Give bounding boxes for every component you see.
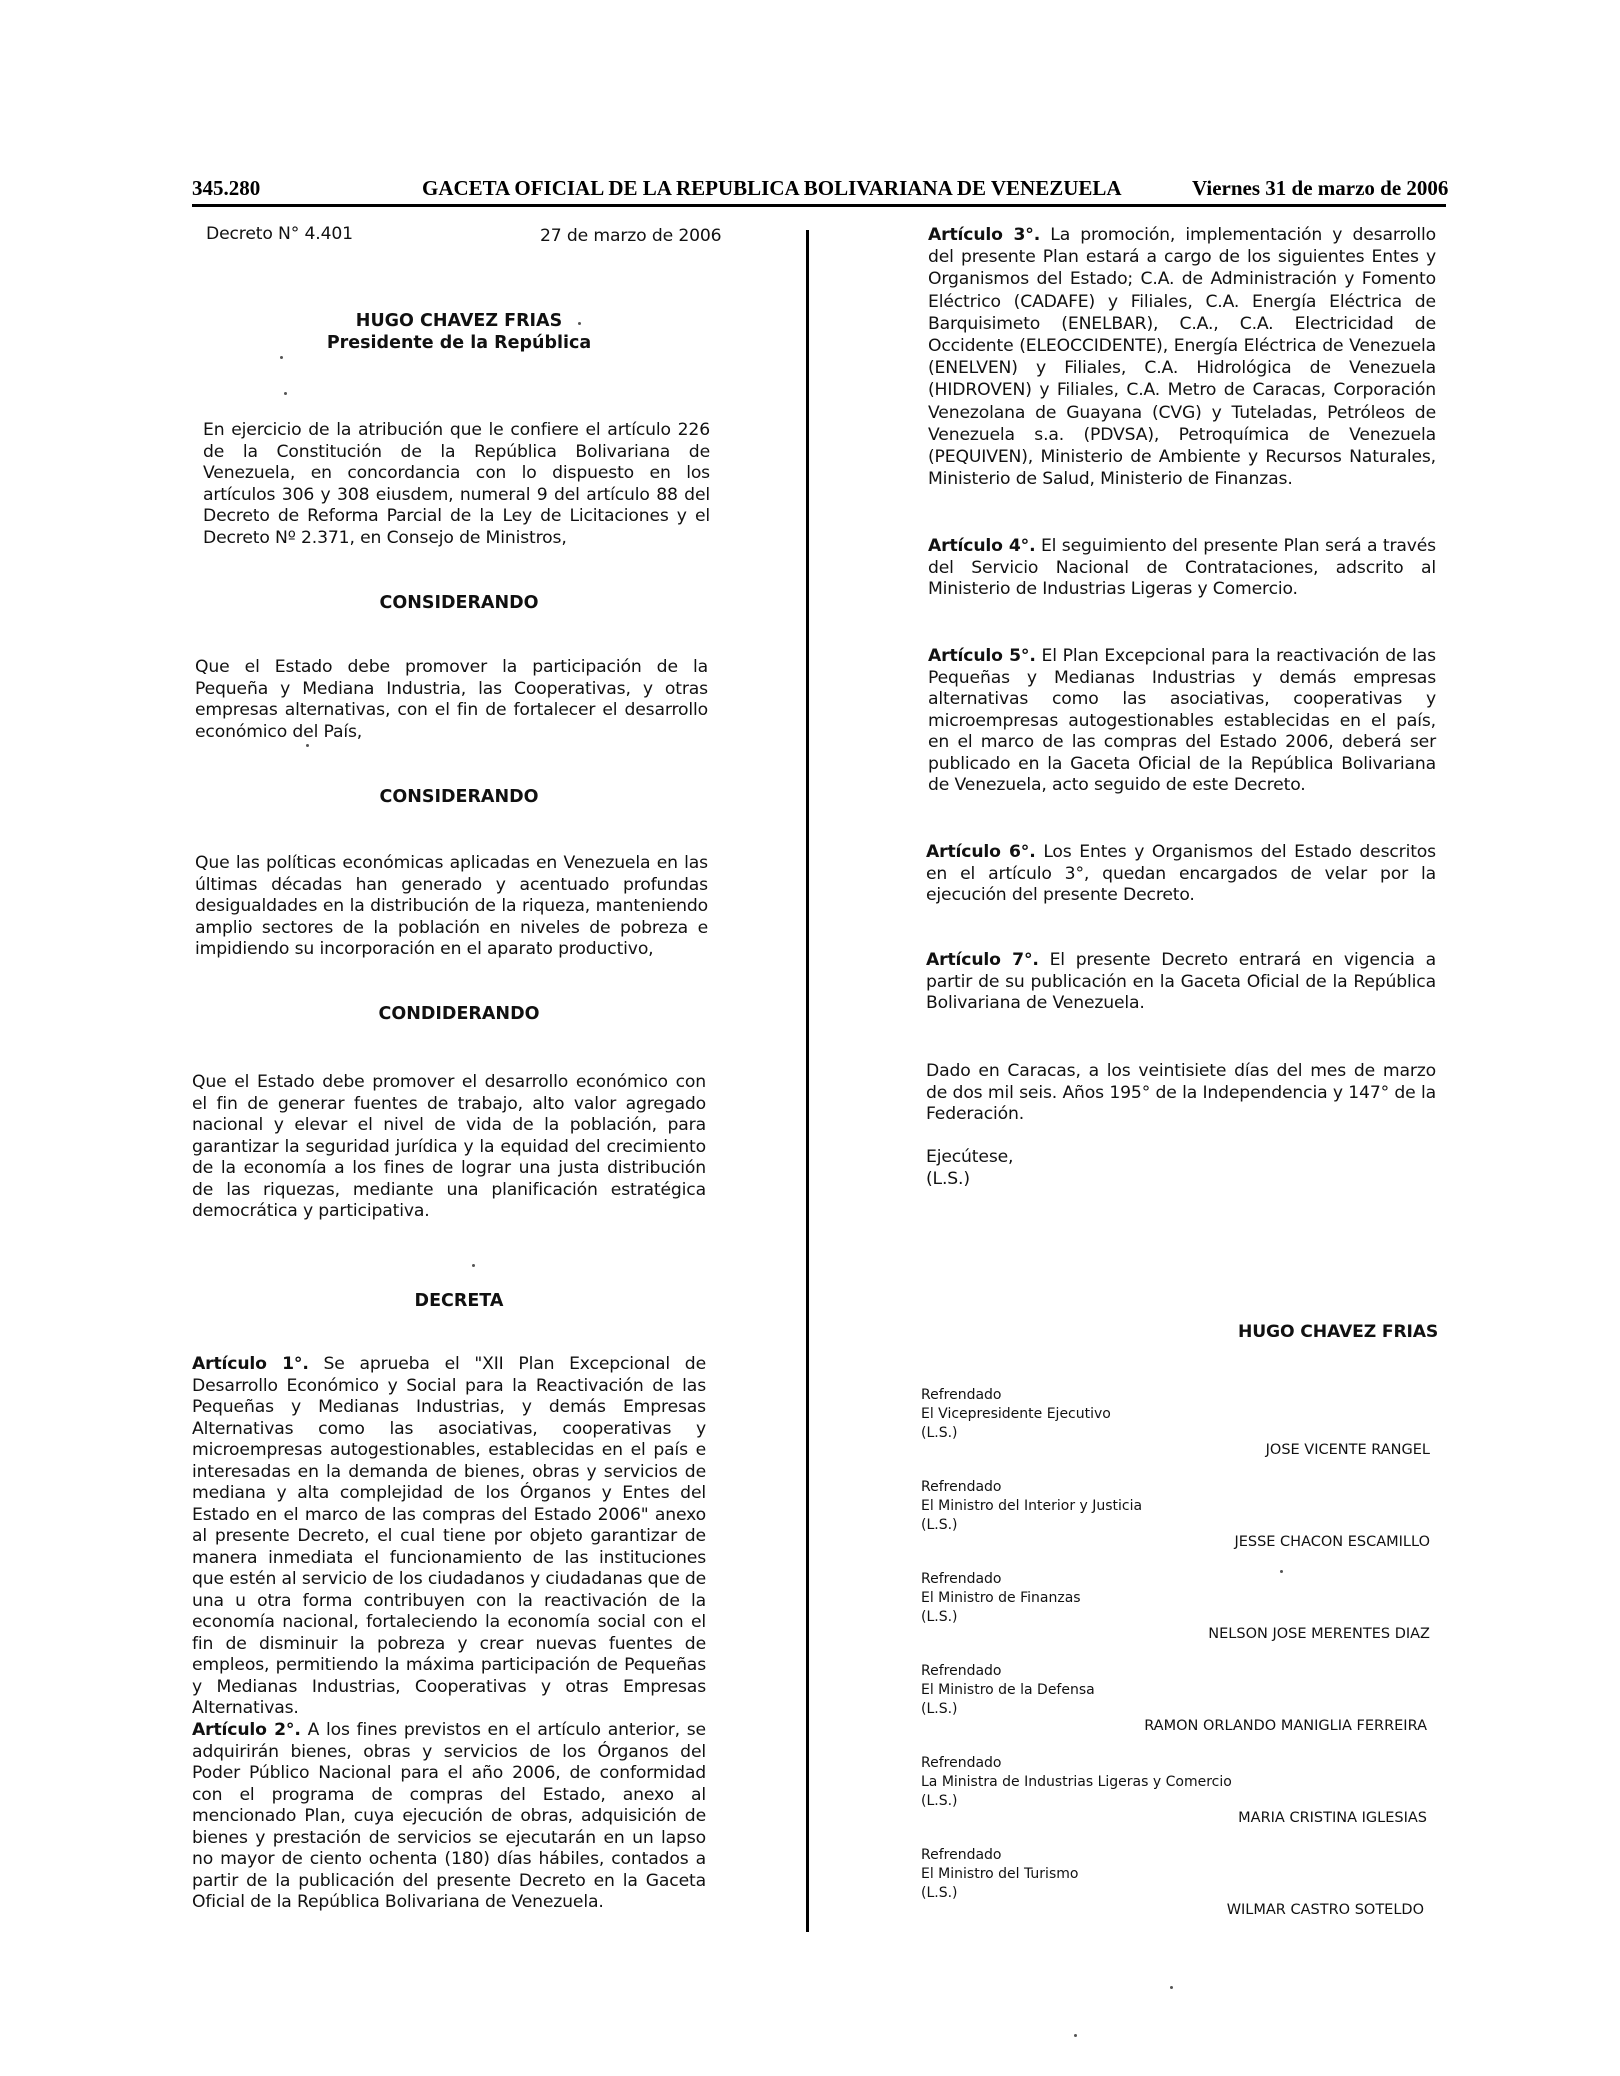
article-4-label: Artículo 4°. xyxy=(928,536,1036,556)
refrendo-name: JOSE VICENTE RANGEL xyxy=(1265,1442,1430,1458)
refrendo-role: El Ministro de la Defensa xyxy=(921,1682,1095,1698)
refrendo-ls: (L.S.) xyxy=(921,1609,958,1625)
article-2-text: A los fines previstos en el artículo anterior, se adquirirán bienes, obras y servicios de los Órganos del Poder Público Nacional para el año 2006, de conformidad con el programa de compras del Estado, anexo al mencionado Plan, cuya ejecución de obras, adquisición de bienes y prestación de servicios se ejecutarán en un lapso no mayor de ciento ochenta (180) días hábiles, contados a partir de la publicación del presente Decreto en la Gaceta Oficial de la República Bolivariana de Venezuela. xyxy=(192,1720,706,1912)
decree-date: 27 de marzo de 2006 xyxy=(540,226,722,246)
article-1-text: Se aprueba el "XII Plan Excepcional de Desarrollo Económico y Social para la Reactivación de las Pequeñas y Medianas Industrias, y demás Empresas Alternativas como las asociativas, cooperativas y microempresas autogestionables, establecidas en el país e interesadas en la demanda de bienes, obras y servicios de mediana y alta complejidad de los Órganos y Entes del Estado en el marco de las compras del Estado 2006" anexo al presente Decreto, el cual tiene por objeto garantizar de manera inmediata el funcionamiento de las instituciones que estén al servicio de los ciudadanos y ciudadanas que de una u otra forma contribuyen con la reactivación de la economía nacional, fortaleciendo la economía social con el fin de disminuir la pobreza y crear nuevas fuentes de empleos, permitiendo la máxima participación de Pequeñas y Medianas Industrias, Cooperativas y otras Empresas Alternativas. xyxy=(192,1354,707,1718)
article-6-label: Artículo 6°. xyxy=(926,842,1036,862)
considerando-2-text: Que las políticas económicas aplicadas en Venezuela en las últimas décadas han generado y acentuado profundas desigualdades en la distribución de la riqueza, manteniendo amplio sectores de la población en niveles de pobreza e impidiendo su incorporación en el aparato productivo, xyxy=(195,853,708,959)
issue-date: Viernes 31 de marzo de 2006 xyxy=(1192,176,1449,200)
refrendo-role: El Ministro del Turismo xyxy=(921,1866,1079,1882)
publication-title: GACETA OFICIAL DE LA REPUBLICA BOLIVARIANA DE VENEZUELA xyxy=(422,176,1122,200)
refrendo-label: Refrendado xyxy=(921,1755,1002,1771)
article-7-text: El presente Decreto entrará en vigencia a partir de su publicación en la Gaceta Oficial de la República Bolivariana de Venezuela. xyxy=(926,950,1436,1013)
article-4-text: El seguimiento del presente Plan será a través del Servicio Nacional de Contrataciones, adscrito al Ministerio de Industrias Ligeras y Comercio. xyxy=(928,536,1436,599)
refrendo-role: La Ministra de Industrias Ligeras y Comercio xyxy=(921,1774,1232,1790)
refrendo-ls: (L.S.) xyxy=(921,1425,958,1441)
header-rule xyxy=(192,204,1446,207)
article-4 xyxy=(928,536,1436,601)
article-6 xyxy=(926,842,1436,907)
refrendo-name: JESSE CHACON ESCAMILLO xyxy=(1234,1534,1430,1550)
refrendo-role: El Ministro de Finanzas xyxy=(921,1590,1081,1606)
refrendo-name: WILMAR CASTRO SOTELDO xyxy=(1226,1902,1424,1918)
scan-speck xyxy=(578,322,581,325)
scan-speck xyxy=(1074,2034,1077,2037)
refrendo-label: Refrendado xyxy=(921,1479,1002,1495)
article-7 xyxy=(926,950,1436,1015)
president-title: Presidente de la República xyxy=(326,333,592,353)
considerando-2-heading: CONSIDERANDO xyxy=(379,787,539,807)
refrendo-role: El Vicepresidente Ejecutivo xyxy=(921,1406,1111,1422)
considerando-3-heading: CONDIDERANDO xyxy=(378,1004,540,1024)
refrendo-role: El Ministro del Interior y Justicia xyxy=(921,1498,1143,1514)
article-5 xyxy=(928,646,1436,797)
refrendo-ls: (L.S.) xyxy=(921,1701,958,1717)
refrendo-label: Refrendado xyxy=(921,1847,1002,1863)
article-7-label: Artículo 7°. xyxy=(926,950,1039,970)
scan-speck xyxy=(280,356,283,359)
column-divider xyxy=(806,230,809,1932)
seal-ls: (L.S.) xyxy=(926,1169,970,1189)
article-5-text: El Plan Excepcional para la reactivación de las Pequeñas y Medianas Industrias y demás empresas alternativas como las asociativas, cooperativas y microempresas autogestionables establecidas en el país, en el marco de las compras del Estado 2006, deberá ser publicado en la Gaceta Oficial de la República Bolivariana de Venezuela, acto seguido de este Decreto. xyxy=(928,646,1436,795)
refrendo-label: Refrendado xyxy=(921,1663,1002,1679)
considerando-1-text: Que el Estado debe promover la participación de la Pequeña y Mediana Industria, las Cooperativas, y otras empresas alternativas, con el fin de fortalecer el desarrollo económico del País, xyxy=(195,657,708,742)
closing-text: Dado en Caracas, a los veintisiete días del mes de marzo de dos mil seis. Años 195° de la Independencia y 147° de la Federación. xyxy=(926,1061,1436,1124)
refrendo-ls: (L.S.) xyxy=(921,1885,958,1901)
preamble: En ejercicio de la atribución que le confiere el artículo 226 de la Constitución de la República Bolivariana de Venezuela, en concordancia con lo dispuesto en los artículos 306 y 308 eiusdem, numeral 9 del artículo 88 del Decreto de Reforma Parcial de la Ley de Licitaciones y el Decreto Nº 2.371, en Consejo de Ministros, xyxy=(203,420,710,548)
scan-speck xyxy=(1170,1986,1173,1989)
refrendo-label: Refrendado xyxy=(921,1571,1002,1587)
article-2-label: Artículo 2°. xyxy=(192,1720,301,1740)
refrendo-ls: (L.S.) xyxy=(921,1793,958,1809)
refrendo-name: RAMON ORLANDO MANIGLIA FERREIRA xyxy=(1144,1718,1427,1734)
decreta-heading: DECRETA xyxy=(414,1291,504,1311)
considerando-1-heading: CONSIDERANDO xyxy=(379,593,539,613)
president-name: HUGO CHAVEZ FRIAS xyxy=(355,311,563,331)
article-6-text: Los Entes y Organismos del Estado descritos en el artículo 3°, quedan encargados de velar por la ejecución del presente Decreto. xyxy=(926,842,1436,905)
article-1-label: Artículo 1°. xyxy=(192,1354,309,1374)
scan-speck xyxy=(284,392,287,395)
scan-speck xyxy=(1280,1570,1283,1573)
page-number: 345.280 xyxy=(192,176,261,200)
article-3 xyxy=(928,224,1436,490)
refrendo-label: Refrendado xyxy=(921,1387,1002,1403)
article-1 xyxy=(192,1354,706,1720)
refrendo-name: NELSON JOSE MERENTES DIAZ xyxy=(1208,1626,1430,1642)
scan-speck xyxy=(306,744,309,747)
considerando-3-text: Que el Estado debe promover el desarrollo económico con el fin de generar fuentes de trabajo, alto valor agregado nacional y elevar el nivel de vida de la población, para garantizar la seguridad jurídica y la equidad del crecimiento de la economía a los fines de lograr una justa distribución de las riquezas, mediante una planificación estratégica democrática y participativa. xyxy=(192,1072,706,1221)
article-3-text: La promoción, implementación y desarrollo del presente Plan estará a cargo de los siguientes Entes y Organismos del Estado; C.A. de Administración y Fomento Eléctrico (CADAFE) y Filiales, C.A. Energía Eléctrica de Barquisimeto (ENELBAR), C.A., C.A. Electricidad de Occidente (ELEOCCIDENTE), Energía Eléctrica de Venezuela (ENELVEN) y Filiales, C.A. Hidrológica de Venezuela (HIDROVEN) y Filiales, C.A. Metro de Caracas, Corporación Venezolana de Guayana (CVG) y Tuteladas, Petróleos de Venezuela s.a. (PDVSA), Petroquímica de Venezuela (PEQUIVEN), Ministerio de Ambiente y Recursos Naturales, Ministerio de Salud, Ministerio de Finanzas. xyxy=(928,225,1436,490)
refrendo-name: MARIA CRISTINA IGLESIAS xyxy=(1238,1810,1427,1826)
ejecutese: Ejecútese, xyxy=(926,1147,1014,1167)
scan-speck xyxy=(472,1264,475,1267)
president-signature: HUGO CHAVEZ FRIAS xyxy=(1238,1322,1439,1342)
refrendo-ls: (L.S.) xyxy=(921,1517,958,1533)
decree-number: Decreto N° 4.401 xyxy=(206,224,353,244)
article-2 xyxy=(192,1720,706,1914)
article-5-label: Artículo 5°. xyxy=(928,646,1036,666)
article-3-label: Artículo 3°. xyxy=(928,225,1041,245)
